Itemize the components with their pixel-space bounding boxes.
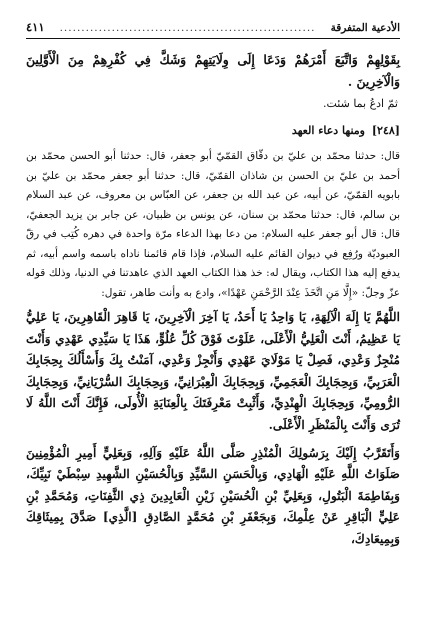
running-header — [26, 20, 400, 35]
running-title: الأدعية المتفرقة — [330, 22, 400, 34]
opening-verse: بِقَوْلِهِمْ وَاتَّبَعَ أَمْرَهُمْ وَدَعَا إِلَى وِلَايَتِهِمْ وَشَكَّ فِي كُفْرِهِمْ مِنَ الْأَوَّلِينَ وَالْآخِرِينَ . — [26, 52, 400, 89]
section-heading — [26, 123, 400, 139]
page-number: ٤١١ — [26, 20, 45, 34]
supplication-paragraph-1: اللَّهُمَّ يَا إِلَهَ الْآلِهَةِ، يَا وَاحِدُ يَا أَحَدُ، يَا آخِرَ الْآخِرِينَ، يَا قَاهِرَ الْقَاهِرِينَ، يَا عَلِيُّ يَا عَظِيمُ، أَنْتَ الْعَلِيُّ الْأَعْلَى، عَلَوْتَ فَوْقَ كُلِّ عُلُوٍّ، هَذَا يَا سَيِّدِي عَهْدِي وَأَنْتَ مُنْجِزٌ وَعْدِي، فَصِلْ يَا مَوْلَايَ عَهْدِي وَأَنْجِزْ وَعْدِي، آمَنْتُ بِكَ وَأَسْأَلُكَ بِحِجَابِكَ الْعَرَبِيِّ، وَبِحِجَابِكَ الْعَجَمِيِّ، وَبِحِجَابِكَ الْعِبْرَانِيِّ، وَبِحِجَابِكَ السُّرْيَانِيِّ، وَبِحِجَابِكَ الرُّومِيِّ، وَبِحِجَابِكَ الْهِنْدِيِّ، وَأَثْبِتْ مَعْرِفَتَكَ بِالْعِنَايَةِ الْأُولَى، فَإِنَّكَ أَنْتَ اللَّهُ لَا تُرَى وَأَنْتَ بِالْمَنْظَرِ الْأَعْلَى. — [26, 310, 400, 432]
closing-note: ثمّ ادعُ بما شئت. — [323, 97, 398, 110]
section-number: [٢٤٨] — [371, 124, 400, 137]
section-title: ومنها دعاء العهد — [291, 124, 365, 137]
supplication-paragraph-2: وَأَتَقَرَّبُ إِلَيْكَ بِرَسُولِكَ الْمُنْذِرِ صَلَّى اللَّهُ عَلَيْهِ وَآلِهِ، وَبِعَلِيٍّ أَمِيرِ الْمُؤْمِنِينَ صَلَوَاتُ اللَّهِ عَلَيْهِ الْهَادِي، وَبِالْحَسَنِ السَّيِّدِ وَبِالْحُسَيْنِ الشَّهِيدِ سِبْطَيْ نَبِيِّكَ، وَبِفَاطِمَةَ الْبَتُولِ، وَبِعَلِيِّ بْنِ الْحُسَيْنِ زَيْنِ الْعَابِدِينَ ذِي الثَّفِنَاتِ، وَمُحَمَّدِ بْنِ عَلِيٍّ الْبَاقِرِ عَنْ عِلْمِكَ، وَبِجَعْفَرِ بْنِ مُحَمَّدٍ الصَّادِقِ [الَّذِي] صَدَّقَ بِمِيثَاقِكَ وَبِمِيعَادِكَ، — [26, 445, 400, 546]
header-rule — [26, 38, 400, 39]
chain-of-narration: قال: حدثنا محمّد بن عليّ بن دقّاق القمّيّ أبو جعفر، قال: حدثنا أبو الحسن محمّد بن أحمد بن عليّ بن الحسن بن شاذان القمّيّ، قال: حدثنا أبو جعفر محمّد بن عليّ بن بابويه القمّيّ، عن أبيه، عن عبد الله بن جعفر، عن العبّاس بن معروف، عن عبد السلام بن سالم، قال: حدثنا محمّد بن سنان، عن يونس بن ظبيان، عن جابر بن يزيد الجعفيّ، قال: قال أبو جعفر عليه السلام: من دعا بهذا الدعاء مرّة واحدة في دهره كُتِب في رقّ العبوديّة ورُفِع في ديوان القائم عليه السلام، فإذا قام قائمنا ناداه باسمه واسم أبيه، ثم يدفع إليه هذا الكتاب، ويقال له: خذ هذا الكتاب العهد الذي عاهدتنا في الدنيا، وذلك قوله عزّ وجلّ: «إِلَّا مَنِ اتَّخَذَ عِنْدَ الرَّحْمَنِ عَهْدًا»، وادع به وأنت طاهر، تقول: — [26, 150, 400, 299]
leader-dots: ........................................................... — [59, 22, 316, 34]
